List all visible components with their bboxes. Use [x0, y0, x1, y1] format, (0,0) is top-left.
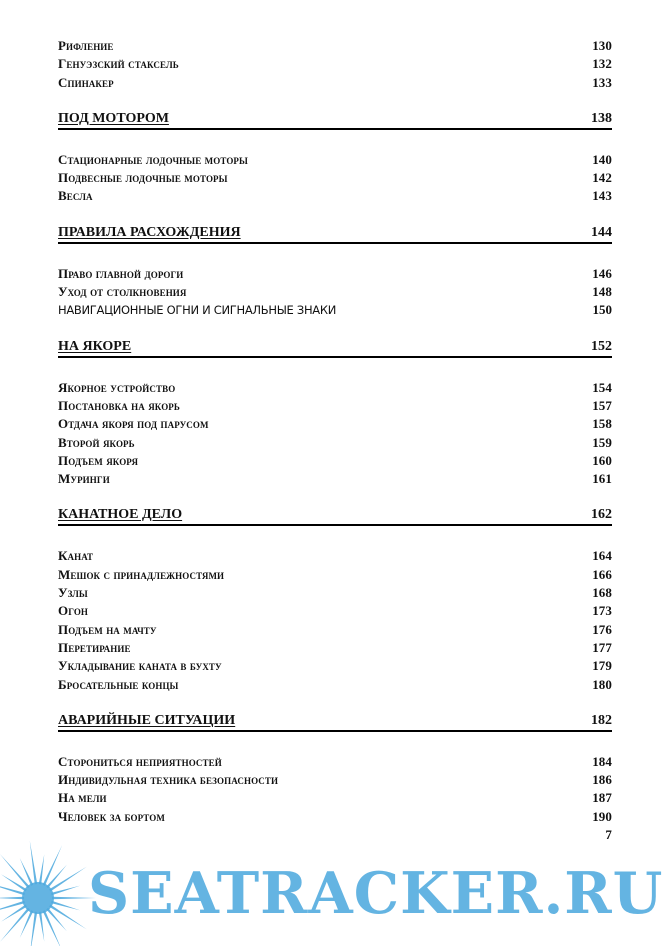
toc-entry-page: 190: [592, 808, 612, 824]
toc-entry-page: 142: [592, 170, 612, 186]
toc-entry-page: 186: [592, 772, 612, 788]
toc-entry-title: Весла: [58, 188, 93, 204]
toc-entry-page: 150: [592, 302, 612, 318]
toc-entry-page: 143: [592, 188, 612, 204]
toc-entry-page: 159: [592, 434, 612, 450]
toc-entry[interactable]: [58, 771, 612, 789]
toc-entry-title: Мешок с принадлежностями: [58, 566, 225, 582]
toc-entry[interactable]: [58, 676, 612, 694]
section-page: 152: [591, 338, 612, 354]
toc-entry[interactable]: [58, 415, 612, 433]
toc-entry-page: 160: [592, 452, 612, 468]
section-page: 182: [591, 712, 612, 728]
toc-entry-page: 177: [592, 639, 612, 655]
toc-entry[interactable]: [58, 470, 612, 488]
toc-entry-title: Индивидульная техника безопасности: [58, 772, 279, 788]
toc-entry-title: НАВИГАЦИОННЫЕ ОГНИ И СИГНАЛЬНЫЕ ЗНАКИ: [58, 303, 337, 318]
toc-entry-page: 154: [592, 379, 612, 395]
toc-entry-title: Сторониться неприятностей: [58, 753, 222, 769]
toc-section-heading[interactable]: [58, 337, 612, 358]
toc-entry-title: Якорное устройство: [58, 379, 176, 395]
toc-entry-title: Огон: [58, 603, 89, 619]
section-page: 144: [591, 224, 612, 240]
toc-entry[interactable]: [58, 74, 612, 92]
toc-entry-title: Муринги: [58, 471, 110, 487]
toc-entry-page: 130: [592, 38, 612, 53]
toc-entry-page: 146: [592, 265, 612, 281]
toc-entry-page: 7: [605, 827, 612, 843]
toc-entry-page: 132: [592, 56, 612, 72]
toc-entry-title: Подъем якоря: [58, 452, 139, 468]
toc-entry-page: 179: [592, 658, 612, 674]
toc-entry[interactable]: [58, 379, 612, 397]
toc-entry-page: 133: [592, 74, 612, 90]
toc-entry-title: Подъем на мачту: [58, 621, 157, 637]
section-page: 138: [591, 110, 612, 126]
toc-entry-page: 187: [592, 790, 612, 806]
toc-entry-page: 184: [592, 753, 612, 769]
toc-entry-title: Отдача якоря под парусом: [58, 416, 209, 432]
toc-entry-page: 148: [592, 284, 612, 300]
toc-entry-page: 164: [592, 548, 612, 564]
toc-entry-title: Стационарные лодочные моторы: [58, 151, 248, 167]
toc-section-heading[interactable]: [58, 109, 612, 130]
toc-entry-title: Уход от столкновения: [58, 284, 187, 300]
toc-entry-title: Перетирание: [58, 639, 131, 655]
toc-entry[interactable]: [58, 547, 612, 565]
toc-entry[interactable]: [58, 151, 612, 169]
toc-entry-page: 176: [592, 621, 612, 637]
toc-entry[interactable]: [58, 301, 612, 319]
section-title: АВАРИЙНЫЕ СИТУАЦИИ: [58, 712, 236, 728]
toc-entry-title: Человек за бортом: [58, 808, 165, 824]
toc-entry[interactable]: [58, 55, 612, 73]
toc-entry-title: Спинакер: [58, 74, 114, 90]
toc-entry-title: Генуэзский стаксель: [58, 56, 179, 72]
watermark-text: SEATRACKER.RU: [88, 860, 664, 927]
toc-entry[interactable]: [58, 452, 612, 470]
toc-entry-title: Укладывание каната в бухту: [58, 658, 222, 674]
toc-entry[interactable]: [58, 602, 612, 620]
toc-entry[interactable]: [58, 283, 612, 301]
toc-entry[interactable]: [58, 657, 612, 675]
toc-entry-page: 173: [592, 603, 612, 619]
toc-entry[interactable]: [58, 187, 612, 205]
toc-entry-page: 161: [592, 471, 612, 487]
toc-entry-page: 140: [592, 151, 612, 167]
toc-entry[interactable]: [58, 808, 612, 826]
toc-entry[interactable]: [58, 621, 612, 639]
toc-entry[interactable]: [58, 265, 612, 283]
toc-entry[interactable]: [58, 584, 612, 602]
toc-entry[interactable]: [58, 566, 612, 584]
toc-entry-page: 166: [592, 566, 612, 582]
toc-entry[interactable]: [58, 789, 612, 807]
toc-entry-title: Право главной дороги: [58, 265, 184, 281]
toc-entry-title: Постановка на якорь: [58, 397, 180, 413]
toc-section-heading[interactable]: [58, 223, 612, 244]
toc-entry-title: Рифление: [58, 38, 114, 53]
toc-section-heading[interactable]: [58, 505, 612, 526]
toc-entry-title: Второй якорь: [58, 434, 135, 450]
toc-entry[interactable]: [58, 639, 612, 657]
section-title: ПОД МОТОРОМ: [58, 110, 169, 126]
toc-entry-title: На мели: [58, 790, 107, 806]
toc-entry-page: 180: [592, 676, 612, 692]
toc-entry-title: Бросательные концы: [58, 676, 179, 692]
toc-entry-title: Канат: [58, 548, 94, 564]
toc-entry-page: 158: [592, 416, 612, 432]
section-title: КАНАТНОЕ ДЕЛО: [58, 507, 183, 523]
toc-section-heading[interactable]: [58, 711, 612, 732]
toc-entry-page: 157: [592, 397, 612, 413]
toc-entry-page: 168: [592, 585, 612, 601]
section-title: ПРАВИЛА РАСХОЖДЕНИЯ: [58, 224, 241, 240]
table-of-contents: [58, 37, 612, 844]
toc-entry[interactable]: [58, 37, 612, 55]
toc-entry[interactable]: [58, 169, 612, 187]
toc-entry[interactable]: [58, 753, 612, 771]
toc-entry[interactable]: [58, 434, 612, 452]
toc-entry-title: Подвесные лодочные моторы: [58, 170, 228, 186]
section-page: 162: [591, 507, 612, 523]
toc-entry[interactable]: [58, 397, 612, 415]
toc-entry-title: Узлы: [58, 585, 88, 601]
section-title: НА ЯКОРЕ: [58, 338, 132, 354]
watermark: [0, 826, 672, 946]
